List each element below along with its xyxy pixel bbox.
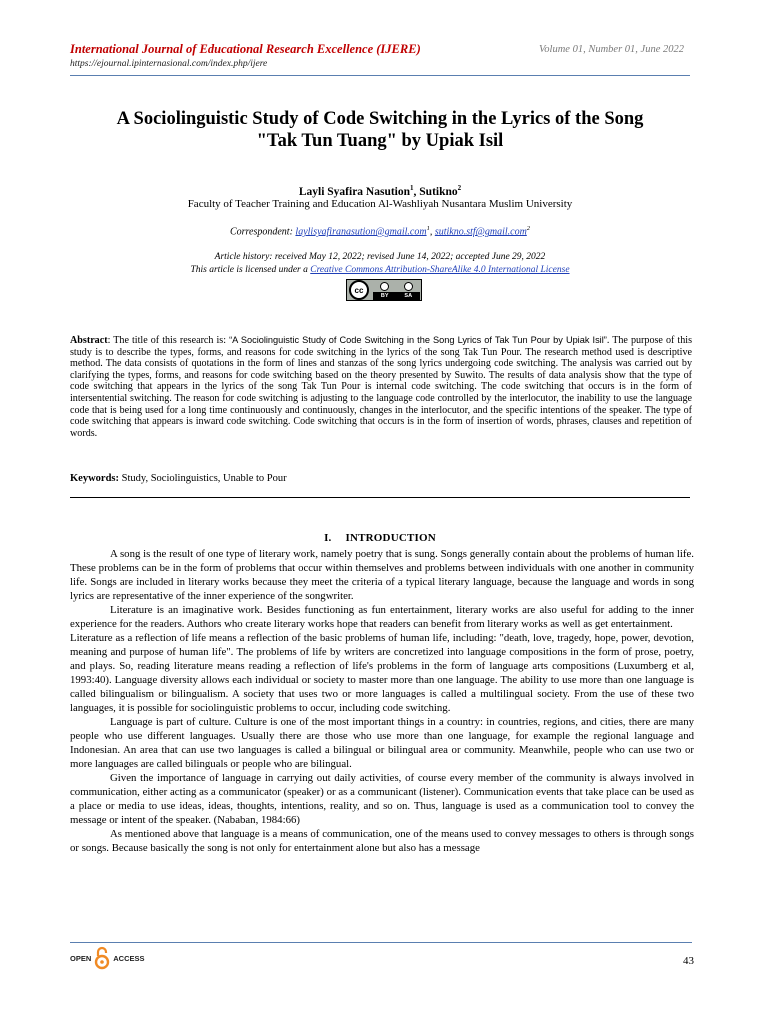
keywords-text: Study, Sociolinguistics, Unable to Pour (119, 473, 287, 484)
author-separator: , (413, 185, 420, 198)
paper-title (70, 108, 690, 152)
open-access-logo (70, 945, 145, 971)
paragraph: Literature as a reflection of life means a reflection of the basic problems of human life, including: "death, love, tragedy, hope, power, devotion, meaning and purpose of human life". The problems of life by writers are concretized into language compositions in the form of prose, poetry, and plays. So, reading literature means reading a reflection of life's problems in the form of language arts compositions (Luxumberg et al, 1993:40). Language diversity allows each individual or society to master more than one language. The ability to use more than one language is called bilingualism or bilingualism. A society that uses two or more languages is called a multilingual society. From the use of these two languages, it is possible for sociolinguistic problems to occur, including code switching. (70, 632, 694, 714)
author-1-affil: 1 (410, 184, 414, 192)
email-link-2[interactable]: sutikno.stf@gmail.com (434, 226, 527, 238)
paragraph: As mentioned above that language is a means of communication, one of the means used to convey messages to others is through songs or songs. Because basically the song is not only for entertainment alone but also has a message (70, 828, 694, 854)
correspondent-label: Correspondent: (229, 226, 293, 238)
journal-name: International Journal of Educational Research Excellence (IJERE) (70, 42, 421, 56)
title-line-1: A Sociolinguistic Study of Code Switching in the Lyrics of the Song (116, 109, 644, 129)
body-text (70, 547, 694, 855)
author-1: Layli Syafira Nasution (298, 185, 411, 198)
cc-badge-labels (373, 292, 420, 300)
email-link-1[interactable]: laylisyafiranasution@gmail.com (295, 226, 427, 238)
author-list (70, 184, 690, 198)
keywords-label: Keywords: (70, 473, 119, 484)
abstract-intro: : The title of this research is: (107, 335, 230, 346)
open-access-access-text: ACCESS (113, 953, 145, 963)
volume-info: Volume 01, Number 01, June 2022 (539, 44, 684, 55)
share-alike-icon (404, 282, 413, 291)
paragraph: Given the importance of language in carrying out daily activities, of course every member of the community is always involved in communication, either acting as a communicator (speaker) or as a communicant (listener). Communication events that take place can be used as a place or media to use ideas, ideas, thoughts, intentions, reality, and so on. Thus, language is used as a communication tool to convey the message or intent of the speaker. (Nababan, 1984:66) (70, 772, 694, 826)
article-history: Article history: received May 12, 2022; revised June 14, 2022; accepted June 29, 2022 (214, 252, 546, 262)
attribution-icon (380, 282, 389, 291)
email-1-sup: 1 (426, 225, 430, 232)
cc-badge-icons (373, 280, 420, 292)
correspondent-line: Correspondent: laylisyafiranasution@gmail.com$^1$, sutikno.stf@gmail.com$^2$ (229, 225, 531, 238)
abstract-quoted-title: “A Sociolinguistic Study of Code Switching in the Song Lyrics of Tak Tun Pour by Upiak Isil” (229, 335, 607, 345)
cc-by-label: BY (380, 293, 389, 299)
paragraph: Literature is an imaginative work. Besides functioning as fun entertainment, literary works are also useful for adding to the inner experience for the readers. Authors who create literary works hope that readers can benefit from literary works as well as get entertainment. (70, 604, 694, 630)
page-number: 43 (683, 955, 694, 967)
keywords-divider (70, 497, 690, 498)
journal-url[interactable]: https://ejournal.ipinternasional.com/index.php/ijere (70, 59, 268, 69)
section-title: INTRODUCTION (345, 532, 436, 544)
abstract-label: Abstract (70, 335, 108, 346)
author-2: Sutikno (419, 185, 458, 198)
paragraph: A song is the result of one type of literary work, namely poetry that is sung. Songs generally contain about the problems of human life. These problems can be in the form of problems that occur within themselves and problems between individuals with one another in community life. Songs are included in literary works because they meet the criteria of a typical literary language, because the language and words in song lyrics are representative of the inner experience of the songwriter. (70, 548, 694, 602)
abstract (70, 335, 692, 439)
cc-by-sa-badge[interactable] (346, 279, 422, 301)
keywords (70, 473, 690, 484)
footer-divider (70, 942, 692, 943)
license-link[interactable]: Creative Commons Attribution-ShareAlike 4.0 International License (310, 265, 570, 275)
author-2-affil: 2 (457, 184, 462, 192)
license-prefix: This article is licensed under a (190, 265, 308, 275)
page-header (70, 42, 690, 69)
cc-badge-right (373, 280, 420, 300)
title-line-2: "Tak Tun Tuang" by Upiak Isil (256, 131, 504, 151)
email-2-sup: 2 (526, 225, 531, 232)
abstract-text: . The purpose of this study is to describe the types, forms, and reasons for code switching in the lyrics of the song Tak Tun Pour. The research method used is descriptive method. The data consists of quotations in the form of lines and stanzas of the song lyrics undergoing code switching. The analysis was carried out by clarifying the types, forms, and reasons for code switching based on the theory presented by Suwito. The results of data analysis show that the type of code switching that appears in the lyrics of the song Tak Tun Pour is internal code switching. The code switching that occurs is in the form of intersentential switching. The reason for code switching is adjusting to the language code controlled by the interlocutor, the inability to use the language code that is being used for a long time continuously and continuously, changes in the interlocutor, and the specific intentions of the speaker. The type of code switching that appears is inward code switching. Code switching that occurs is in the form of insertion of words, phrases, clauses and repetition of words. (70, 335, 693, 439)
cc-sa-label: SA (404, 293, 413, 299)
open-access-lock-icon (94, 946, 110, 970)
section-number: I. (324, 532, 332, 544)
open-access-open-text: OPEN (70, 953, 92, 963)
cc-icon: cc (349, 280, 369, 300)
header-divider (70, 75, 690, 76)
license-line (70, 265, 690, 275)
affiliation: Faculty of Teacher Training and Education Al-Washliyah Nusantara Muslim University (187, 198, 573, 210)
section-heading (70, 532, 690, 544)
paragraph: Language is part of culture. Culture is one of the most important things in a country: in countries, regions, and cities, there are many people who use different languages. Usually there are those who use more than one language, for example the regional language and Indonesian. An area that can use two languages is called a bilingual or bilingual area or community. Meanwhile, people who can use two or more languages are called bilinguals or people who are bilingual. (70, 716, 694, 770)
